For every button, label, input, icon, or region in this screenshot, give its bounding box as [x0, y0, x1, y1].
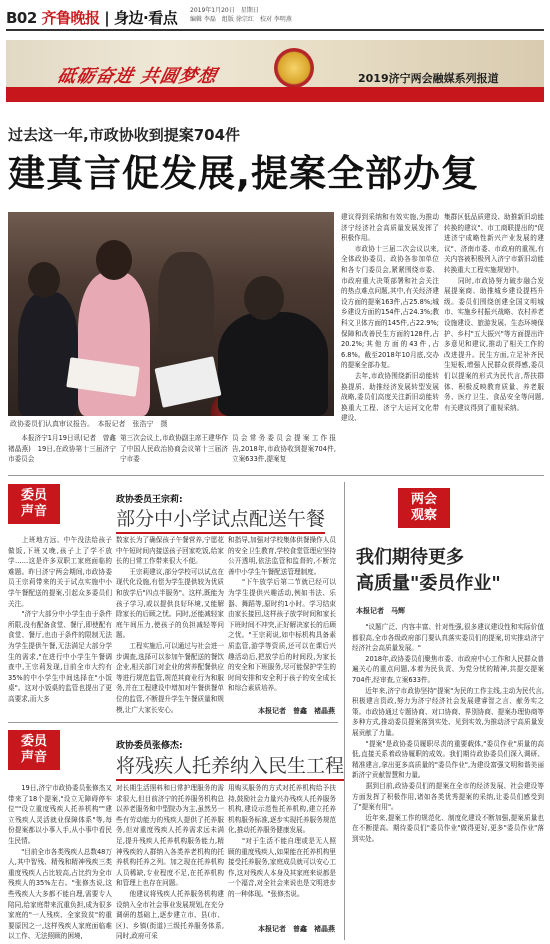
- sidebar-headline-2: 高质量"委员作业": [356, 573, 501, 594]
- section-divider: [8, 475, 544, 476]
- page-header: [6, 7, 177, 28]
- photo-caption: 政协委员们认真审议报告。 本报记者 张浩宁 摄: [10, 420, 168, 428]
- section-author: 本报记者 曾鑫 褚晶燕: [258, 925, 335, 933]
- article-column: 员会常务委员会提案工作报告,2018年,市政协收到提案704件,立案633件,提案复: [232, 434, 336, 464]
- two-sessions-banner: [6, 40, 544, 102]
- photo-figure: [78, 272, 150, 416]
- section-column: 用购买服务的方式对托养机构给予扶持,鼓励社会力量兴办残疾人托养服务机构,建设示范性托养机构,建立托养机构服务标准,逐步实现托养服务规范化,推动托养服务健康发展。 "对于生活不能自理或是无人照顾的重度残疾人,如果能在托养机构里接受托养服务,家庭成员就可以安心工作,这对残疾人本身及其家庭来说都是一个福音,对全社会来说也是文明进步的一种体现。"张修杰说。: [228, 784, 336, 898]
- photo-figure: [158, 252, 214, 352]
- sidebar-author: 本报记者 马辉: [356, 607, 405, 615]
- article-headline: 建真言促发展,提案全部办复: [8, 152, 480, 195]
- divider: |: [104, 9, 110, 27]
- page-number: B02: [6, 9, 37, 27]
- section-headline: 部分中小学试点配送午餐: [116, 504, 325, 534]
- meeting-photo: [8, 212, 334, 416]
- committee-voice-badge: 委员 声音: [8, 484, 60, 524]
- page-meta: [190, 6, 292, 24]
- section-column: 和指导,加强对学校集体供餐操作人员的安全卫生教育,学校食堂管理应坚持公开透明,依法监管和监督的,不断完善中小学生午餐配送管理制度。 "下午放学后第二节就已经可以为学生提供兴趣活动,例如书法、乐器、舞蹈等,原时约1小时。学习结束由家长接回,这样孩子放学时间和家长下班时间不冲突,正好解决家长的后顾之忧。"王宗莉说,如中标机构具备素质监管,游学等资质,还可以在课后兴趣活动后,把放学后的时间段,为家长的安全和下班服务,尽可能保护学生的时间安排和安全利于孩子的安全成长和综合素质培养。: [228, 536, 336, 693]
- section-headline: 将残疾人托养纳入民生工程: [116, 751, 344, 781]
- photo-figure: [244, 276, 284, 320]
- section-column: 对长期生活照料和日常护理服务的需求很大,但目前济宁的托养服务机构总以养老服务和中型院办为主,虽然另一些有劳动能力的残疾人提供了托养服务,但对重度残疾人托养需求远未满足,提升残疾人托养机构服务能力,精神残疾的人群纳入各类养老机构的托养机构托养之列。加之现在托养机构人员稀缺,专业程度不足,在托养机构和管理上也存在问题。 他建议将残疾人托养服务机构建设纳入全市社会事业发展规划,在充分调研的基础上,逐步建立市、县(市、区)、乡镇(街道)三级托养服务体系,同时,政府可采: [116, 784, 224, 941]
- photo-figure: [18, 292, 78, 416]
- article-column: 本报济宁1月19日讯(记者 曾鑫 褚晶燕) 19日,在政协第十三届济宁市委员会: [8, 434, 116, 464]
- sidebar-rule: [344, 482, 345, 940]
- national-emblem-icon: [274, 48, 314, 88]
- photo-figure: [96, 240, 132, 280]
- article-pre-title: 过去这一年,市政协收到提案704件: [8, 126, 241, 144]
- newspaper-name: 齐鲁晚报: [41, 9, 100, 27]
- article-column: 建议得到采纳和有效实施,为推动济宁经济社会高质量发展发挥了积极作用。 市政协十三届二次会议以来,全体政协委员、政协各参加单位和各专门委员会,紧紧围绕市委、市政府重大决策部署和社会关注的热点难点问题,其中,有关经济建设方面的提案163件,占25.8%;城乡建设方面的154件,占24.3%;教科文卫体方面的145件,占22.9%;保障和改善民生方面的128件,占20.2%;其他方面的43件,占6.8%。截至2018年10月底,交办的提案全部办复。 去年,市政协围绕新旧动能转换提质、助推经济发展转型发展战略,委员们高度关注新旧动能转换重大工程、济宁大运河文化带建设、: [341, 213, 439, 423]
- header-rule: [6, 29, 544, 31]
- banner-red-bar: [6, 87, 544, 102]
- section-name: 身边·看点: [114, 9, 178, 27]
- committee-voice-badge: 委员 声音: [8, 730, 60, 770]
- banner-slogan: 砥砺奋进 共圆梦想: [55, 66, 220, 87]
- section-column: 上班地方远、中午没法给孩子做饭,下班又晚,孩子上了学不放学……这是许多双职工家庭面临的难题。昨日济宁两会期间,市政协委员王宗莉带来的关于试点实施中小学午餐配送的提案,引起众多委员们关注。 "济宁大部分中小学生由于条件所限,没有配备食堂、餐厅,即使配有食堂、餐厅,也由于条件的限制无法为学生提供午餐,无法满足大部分学生的需求,"在进行中小学生午餐调查中,王宗莉发现,目前全市大约有35%的中小学生中间选择在"小饭桌"。这对小饭桌的监管也提出了更高要求,而大多: [8, 536, 112, 703]
- photo-figure: [28, 262, 60, 298]
- section-column: 数家长为了确保孩子午餐营养,宁愿花中午短时间内接送孩子回家吃饭,给家长的日常工作带来很大不便。 王宗莉建议,部分学校可以试点在现代化设施,有偿为学生提供较为优质和放学后"四点半服务"。这样,既能为孩子学习,或以提供良好环境,又能解除家长的后顾之忧。同时,还能减轻家庭午间压力,使孩子的负担减轻等问题。 工程实施后,可以通过与社会进一步调查,选择可以参加午餐配送的餐饮企业,相关部门对企业的营养配餐供应等进行规范监管,规范其商业行为和服务,并在工程建设中增加对午餐供餐单位的监管,不断提升学生午餐质量和规模,让广大家长安心。: [116, 536, 224, 714]
- photo-figure: [218, 312, 328, 416]
- page-editors: 编辑 李磊 组版 徐宗红 校对 李明燕: [190, 16, 292, 23]
- banner-title: 2019济宁两会融媒系列报道: [358, 72, 499, 85]
- section-divider: [8, 722, 338, 723]
- page-date: 2019年1月20日 星期日: [190, 7, 259, 14]
- section-column: 19日,济宁市政协委员张修杰又带来了18个提案,"设立无障碍停车位""设立重度残疾人托养机构""建立残疾人灵活就业保障体系"等,每份提案都以小事入手,从小事中看民生民情。 "目前全市各类残疾人总数48万人,其中智残、精残和精神残疾三类重度残疾人占比较高,占比约为全市残疾人的35%左右。"张修杰说,这些残疾人大多都不能自理,需要专人陪同,给家庭带来沉重负担,成为很多家庭的"一人残疾、全家致贫"的重要原因之一,这样残疾人家庭面临难以工作、无法照顾的困境,: [8, 784, 112, 941]
- sidebar-body: "议题广泛、内容丰富、针对性强,很多建议建设性和实际价值都很高,全市各级政府部门要认真落实委员们的提案,切实推动济宁经济社会高质量发展。" 2018年,政协委员们聚焦市委、市政府中心工作和人民群众普遍关心的重点问题,本着为民负责、为党分忧的精神,共提交提案704件,经审查,立案633件。 近年来,济宁市政协坚持"提案"为民的工作主线,主动为民代言,积极建言资政,努力为济宁经济社会发展建睿智之言、献务实之策。市政协通过专题协商、对口协商、界别协商、提案办理协商等多种方式,推动委员提案落到实处、见到实效,为推动济宁高质量发展贡献了力量。 "提案"是政协委员履职尽责的重要载体,"委员作业"质量的高低,直接关系着政协履职的成效。我们期待政协委员们深入调研、精准建言,拿出更多高质量的"委员作业",为建设富强文明和谐美丽新济宁贡献智慧和力量。 据到目前,政协委员们的提案在全市的经济发展、社会建设等方面发挥了积极作用,诸如各类优秀提案的采纳,让委员们感受到了"提案有用"。 近年来,提案工作的规范化、制度化建设不断加强,提案质量也在不断提高。期待委员们"委员作业"做得更好,更多"委员作业"落到实处。: [352, 623, 544, 843]
- section-author: 本报记者 曾鑫 褚晶燕: [258, 707, 335, 715]
- section-member-label: 政协委员张修杰:: [116, 741, 183, 751]
- section-member-label: 政协委员王宗莉:: [116, 495, 183, 505]
- article-column: 第三次会议上,市政协副主席王建华作了中国人民政治协商会议第十三届济宁市委: [120, 434, 228, 464]
- article-column: 集群区低品质建设、助推新旧动能转换的建议"、市工商联提出的"促进济宁成略性新兴产业发展的建议"、济南市委、市政府的重视,有关内容被积极列入济宁市新旧动能转换重大工程实施规划中。 同时,市政协努力破步融合发展提案商、助推城乡建设提档升级。委员们围绕创建全国文明城市、实施乡村振兴战略、农村养老设施建设、旅游发展、生态环境保护、乡村"五大振兴"等方面提出许多意见和建议,推动了相关工作的改进提升。民生方面,立足补齐民生短板,增强人民群众获得感,委员们以提案的形式为民代言,帮扶群体、积极反映教育质量、养老服务、医疗卫生、食品安全等问题,有关建议得到了重视采纳。: [444, 213, 544, 412]
- two-sessions-observe-badge: 两会 观察: [398, 488, 450, 528]
- sidebar-headline-1: 我们期待更多: [356, 547, 464, 568]
